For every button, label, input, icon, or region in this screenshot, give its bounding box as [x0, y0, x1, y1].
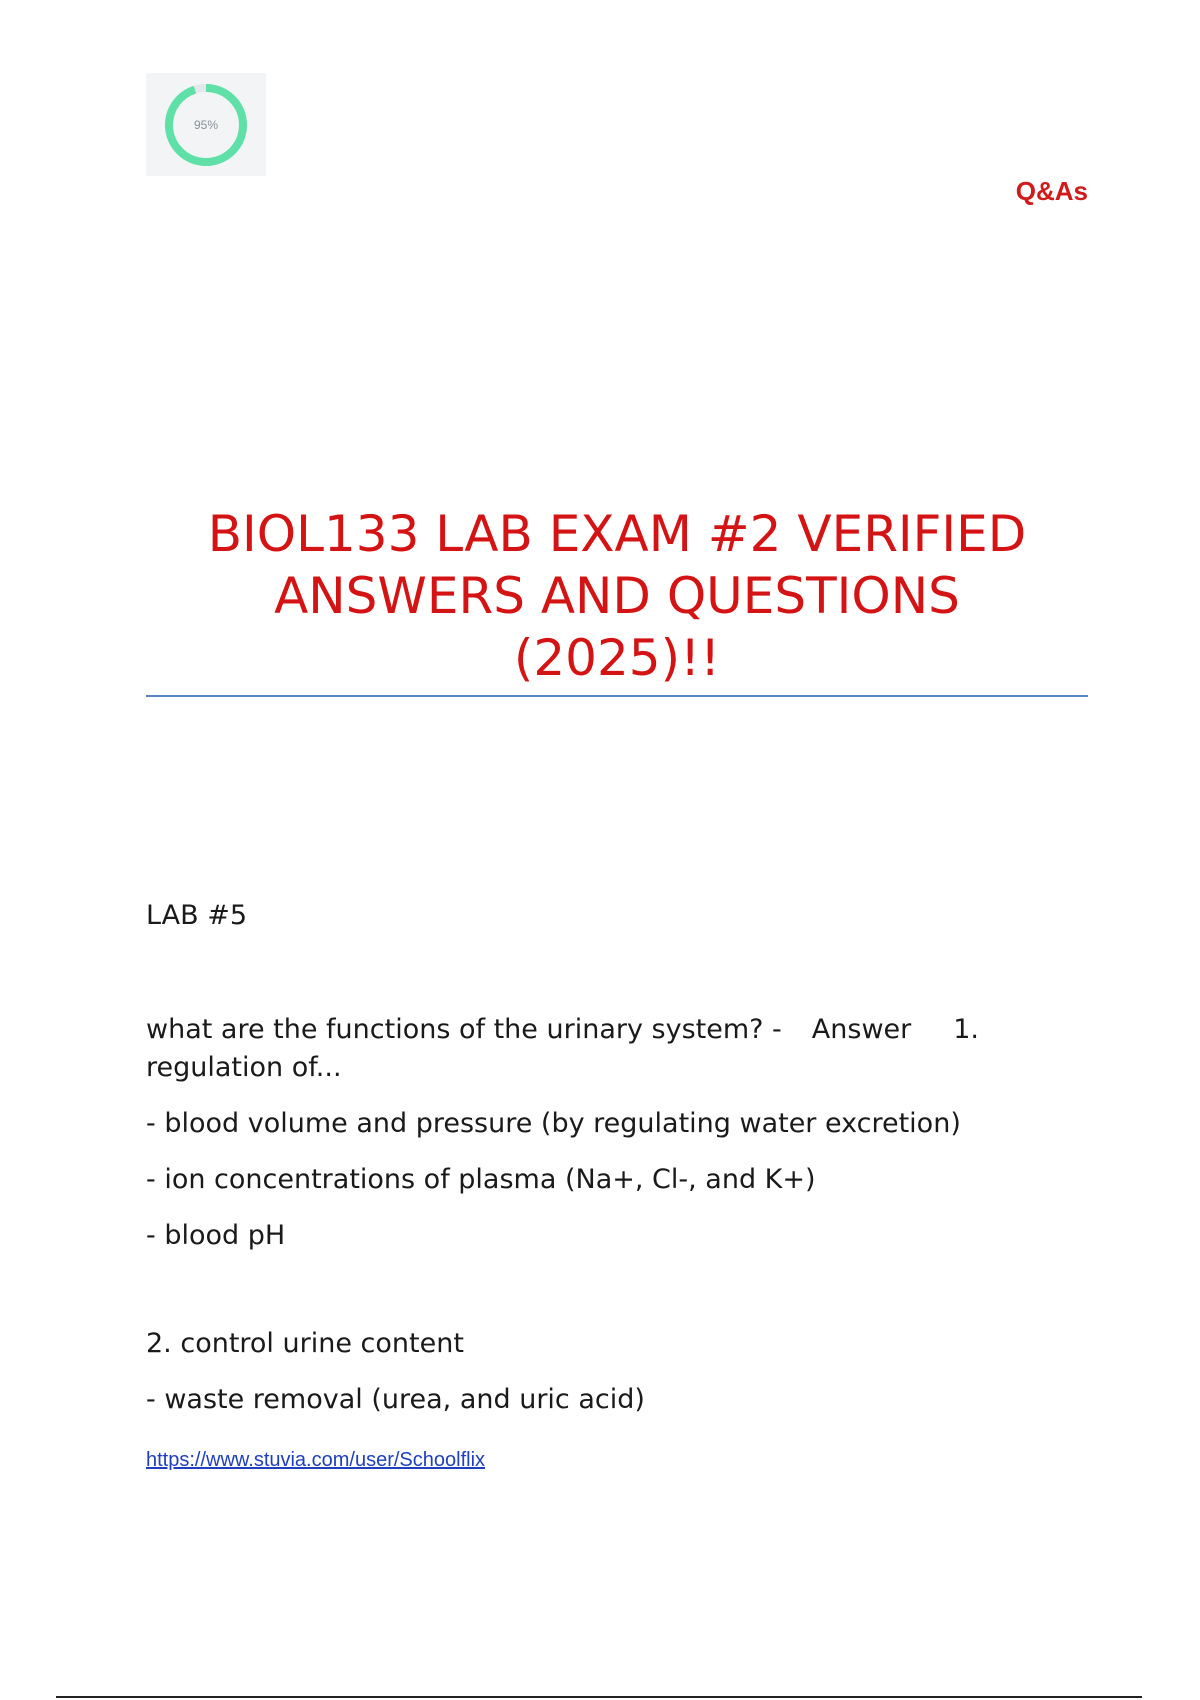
- title-line-3: (2025)!!: [513, 629, 721, 687]
- question: [146, 1011, 1066, 1087]
- progress-ring: [161, 80, 251, 170]
- question-text: what are the functions of the urinary system? -: [146, 1014, 782, 1045]
- lab-heading: LAB #5: [146, 900, 248, 931]
- answer-number: 1.: [953, 1014, 980, 1045]
- document-title: [146, 503, 1088, 689]
- title-divider: [146, 695, 1088, 697]
- list-item: - waste removal (urea, and uric acid): [146, 1384, 645, 1415]
- document-body: [146, 897, 1066, 1479]
- answer-label: Answer: [811, 1014, 912, 1045]
- list-item: - blood pH: [146, 1220, 286, 1251]
- title-line-1: BIOL133 LAB EXAM #2 VERIFIED: [207, 505, 1027, 563]
- profile-link[interactable]: https://www.stuvia.com/user/Schoolflix: [146, 1449, 486, 1471]
- qa-tag: Q&As: [1015, 176, 1088, 206]
- title-line-2: ANSWERS AND QUESTIONS: [274, 567, 960, 625]
- percent-label: 95%: [193, 117, 219, 132]
- score-badge: [146, 73, 266, 176]
- list-item: - ion concentrations of plasma (Na+, Cl-, and K+): [146, 1164, 816, 1195]
- list-item: - blood volume and pressure (by regulating water excretion): [146, 1108, 961, 1139]
- footer-divider: [56, 1696, 1142, 1698]
- point-two: 2. control urine content: [146, 1328, 464, 1359]
- answer-intro: regulation of...: [146, 1052, 342, 1083]
